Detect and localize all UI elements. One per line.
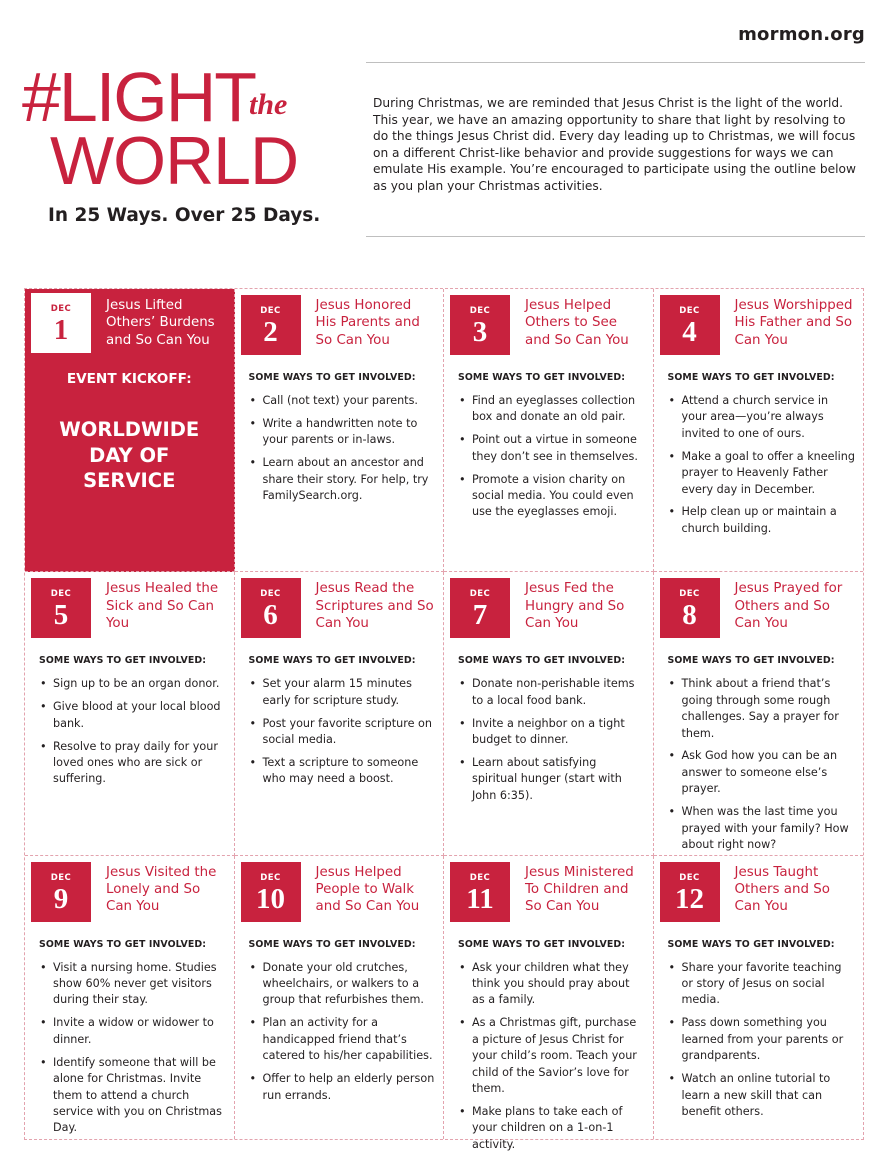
date-badge — [450, 295, 510, 355]
day-card-9 — [25, 856, 235, 1139]
date-number: 7 — [472, 599, 488, 632]
ways-heading: SOME WAYS TO GET INVOLVED: — [667, 938, 835, 950]
suggestion-list — [39, 676, 226, 794]
day-title: Jesus Lifted Others’ Burdens and So Can You — [106, 298, 215, 348]
suggestion-item: • As a Christmas gift, purchase a picture of Jesus Christ for your child’s room. Teach your child of the Savior’s love for them. — [458, 1015, 645, 1097]
date-month: DEC — [469, 589, 491, 600]
suggestion-item: • When was the last time you prayed with your family? How about right now? — [668, 804, 856, 853]
suggestion-item: • Identify someone that will be alone for Christmas. Invite them to attend a church service with you on Christmas Day. — [39, 1055, 226, 1137]
date-badge — [660, 578, 720, 638]
suggestion-item: • Make plans to take each of your children on a 1-on-1 activity. — [458, 1104, 645, 1153]
day-title: Jesus Worshipped His Father and So Can You — [734, 298, 853, 348]
logo-the: the — [249, 88, 288, 121]
date-number: 6 — [263, 599, 278, 632]
date-badge — [241, 295, 301, 355]
date-month: DEC — [50, 304, 72, 314]
date-badge — [241, 578, 301, 638]
day-card-5 — [25, 572, 235, 855]
intro-divider-bottom — [366, 236, 865, 237]
suggestion-list — [249, 676, 436, 794]
date-month: DEC — [50, 872, 72, 883]
date-month: DEC — [50, 589, 72, 600]
suggestion-item: • Find an eyeglasses collection box and donate an old pair. — [458, 393, 645, 426]
date-badge — [241, 862, 301, 922]
day-card-11 — [444, 856, 654, 1151]
date-number: 12 — [675, 882, 704, 915]
day-title: Jesus Taught Others and So Can You — [734, 864, 830, 915]
date-month: DEC — [679, 872, 700, 883]
ways-heading: SOME WAYS TO GET INVOLVED: — [667, 372, 835, 383]
ways-heading: SOME WAYS TO GET INVOLVED: — [248, 372, 416, 383]
ways-heading: SOME WAYS TO GET INVOLVED: — [39, 655, 207, 667]
suggestion-list — [668, 960, 856, 1127]
intro-divider-top — [366, 62, 865, 63]
date-month: DEC — [260, 306, 281, 316]
suggestion-item: • Plan an activity for a handicapped friend that’s catered to his/her capabilities. — [249, 1015, 436, 1064]
ways-heading: SOME WAYS TO GET INVOLVED: — [667, 655, 835, 667]
suggestion-item: • Post your favorite scripture on social media. — [249, 716, 436, 749]
service-line: SERVICE — [83, 469, 176, 492]
day-title: Jesus Ministered To Children and So Can You — [525, 864, 634, 915]
date-month: DEC — [679, 306, 700, 316]
suggestion-item: • Think about a friend that’s going through some rough challenges. Say a prayer for them. — [668, 676, 856, 742]
suggestion-item: • Give blood at your local blood bank. — [39, 699, 226, 732]
date-number: 9 — [53, 882, 69, 915]
logo-hash-light: #LIGHT — [22, 58, 256, 136]
suggestion-item: • Text a scripture to someone who may need a boost. — [249, 755, 436, 788]
date-number: 1 — [53, 314, 69, 346]
date-number: 5 — [53, 599, 69, 632]
day-card-10 — [235, 856, 445, 1139]
day-card-8 — [654, 572, 864, 855]
date-badge — [660, 862, 720, 922]
date-number: 10 — [256, 882, 285, 915]
worldwide-day-of-service — [25, 417, 234, 494]
suggestion-item: • Call (not text) your parents. — [249, 393, 436, 409]
date-badge — [31, 578, 91, 638]
ways-heading: SOME WAYS TO GET INVOLVED: — [248, 938, 416, 950]
event-kickoff-label: EVENT KICKOFF: — [66, 371, 192, 387]
day-card-4 — [654, 289, 864, 572]
day-card-1 — [25, 289, 235, 572]
suggestion-item: • Watch an online tutorial to learn a new skill that can benefit others. — [668, 1071, 856, 1120]
date-badge — [31, 293, 91, 353]
suggestion-item: • Promote a vision charity on social media. You could even use the eyeglasses emoji. — [458, 472, 645, 521]
day-card-6 — [235, 572, 445, 855]
date-month: DEC — [679, 589, 700, 600]
day-title: Jesus Prayed for Others and So Can You — [734, 581, 843, 632]
day-title: Jesus Visited the Lonely and So Can You — [106, 864, 217, 915]
suggestion-item: • Share your favorite teaching or story of Jesus on social media. — [668, 960, 856, 1009]
suggestion-list — [458, 676, 645, 810]
day-card-3 — [444, 289, 654, 572]
ways-heading: SOME WAYS TO GET INVOLVED: — [39, 938, 207, 950]
date-badge — [660, 295, 720, 355]
suggestion-item: • Invite a neighbor on a tight budget to dinner. — [458, 716, 645, 749]
intro-paragraph: During Christmas, we are reminded that Jesus Christ is the light of the world. This year, we have an amazing opportunity to share that light by resolving to do the things Jesus Christ did. Every day leading up to Christmas, we will focus on a different Christ-like behavior and provide suggestions for ways we can emulate His example. You’re encouraged to participate using the outline below as you plan your Christmas activities. — [373, 96, 856, 193]
suggestion-item: • Resolve to pray daily for your loved ones who are sick or suffering. — [39, 739, 226, 788]
service-line: WORLDWIDE — [59, 418, 200, 441]
suggestion-item: • Make a goal to offer a kneeling prayer to Heavenly Father every day in December. — [668, 449, 856, 498]
calendar-grid — [24, 288, 864, 1151]
tagline: In 25 Ways. Over 25 Days. — [48, 205, 321, 226]
suggestion-item: • Set your alarm 15 minutes early for scripture study. — [249, 676, 436, 709]
suggestion-item: • Ask God how you can be an answer to someone else’s prayer. — [668, 748, 856, 797]
suggestion-item: • Sign up to be an organ donor. — [39, 676, 226, 692]
suggestion-item: • Ask your children what they think you should pray about as a family. — [458, 960, 645, 1009]
date-number: 4 — [682, 316, 697, 348]
ways-heading: SOME WAYS TO GET INVOLVED: — [458, 938, 626, 950]
suggestion-list — [668, 676, 856, 860]
suggestion-list — [458, 393, 645, 527]
day-title: Jesus Helped People to Walk and So Can You — [315, 864, 420, 915]
suggestion-item: • Learn about an ancestor and share their story. For help, try FamilySearch.org. — [249, 455, 436, 504]
day-title: Jesus Read the Scriptures and So Can You — [315, 581, 434, 632]
date-number: 2 — [263, 316, 278, 348]
day-title: Jesus Healed the Sick and So Can You — [106, 581, 219, 632]
suggestion-list — [458, 960, 645, 1160]
day-card-2 — [235, 289, 445, 572]
suggestion-list — [668, 393, 856, 544]
date-number: 11 — [466, 882, 494, 915]
ways-heading: SOME WAYS TO GET INVOLVED: — [458, 655, 626, 667]
logo-world: WORLD — [50, 123, 299, 199]
date-month: DEC — [260, 589, 281, 600]
date-badge — [450, 862, 510, 922]
date-month: DEC — [469, 872, 491, 883]
suggestion-item: • Attend a church service in your area—you’re always invited to one of ours. — [668, 393, 856, 442]
suggestion-item: • Learn about satisfying spiritual hunger (start with John 6:35). — [458, 755, 645, 804]
date-badge — [31, 862, 91, 922]
day-title: Jesus Fed the Hungry and So Can You — [525, 581, 625, 632]
suggestion-item: • Help clean up or maintain a church building. — [668, 504, 856, 537]
date-month: DEC — [469, 306, 491, 316]
suggestion-item: • Write a handwritten note to your parents or in-laws. — [249, 416, 436, 449]
site-url[interactable]: mormon.org — [738, 24, 865, 45]
ways-heading: SOME WAYS TO GET INVOLVED: — [248, 655, 416, 667]
day-title: Jesus Honored His Parents and So Can You — [315, 298, 420, 348]
suggestion-item: • Point out a virtue in someone they don’t see in themselves. — [458, 432, 645, 465]
day-card-7 — [444, 572, 654, 855]
date-badge — [450, 578, 510, 638]
date-number: 8 — [682, 599, 697, 632]
suggestion-item: • Donate your old crutches, wheelchairs, or walkers to a group that refurbishes them. — [249, 960, 436, 1009]
suggestion-item: • Offer to help an elderly person run errands. — [249, 1071, 436, 1104]
suggestion-list — [249, 960, 436, 1111]
suggestion-list — [39, 960, 226, 1144]
suggestion-item: • Invite a widow or widower to dinner. — [39, 1015, 226, 1048]
date-number: 3 — [472, 316, 488, 348]
suggestion-list — [249, 393, 436, 511]
suggestion-item: • Visit a nursing home. Studies show 60% never get visitors during their stay. — [39, 960, 226, 1009]
ways-heading: SOME WAYS TO GET INVOLVED: — [458, 372, 626, 383]
day-title: Jesus Helped Others to See and So Can You — [525, 298, 629, 348]
day-card-12 — [654, 856, 864, 1139]
suggestion-item: • Donate non-perishable items to a local food bank. — [458, 676, 645, 709]
date-month: DEC — [260, 872, 281, 883]
suggestion-item: • Pass down something you learned from your parents or grandparents. — [668, 1015, 856, 1064]
service-line: DAY OF — [89, 443, 170, 467]
